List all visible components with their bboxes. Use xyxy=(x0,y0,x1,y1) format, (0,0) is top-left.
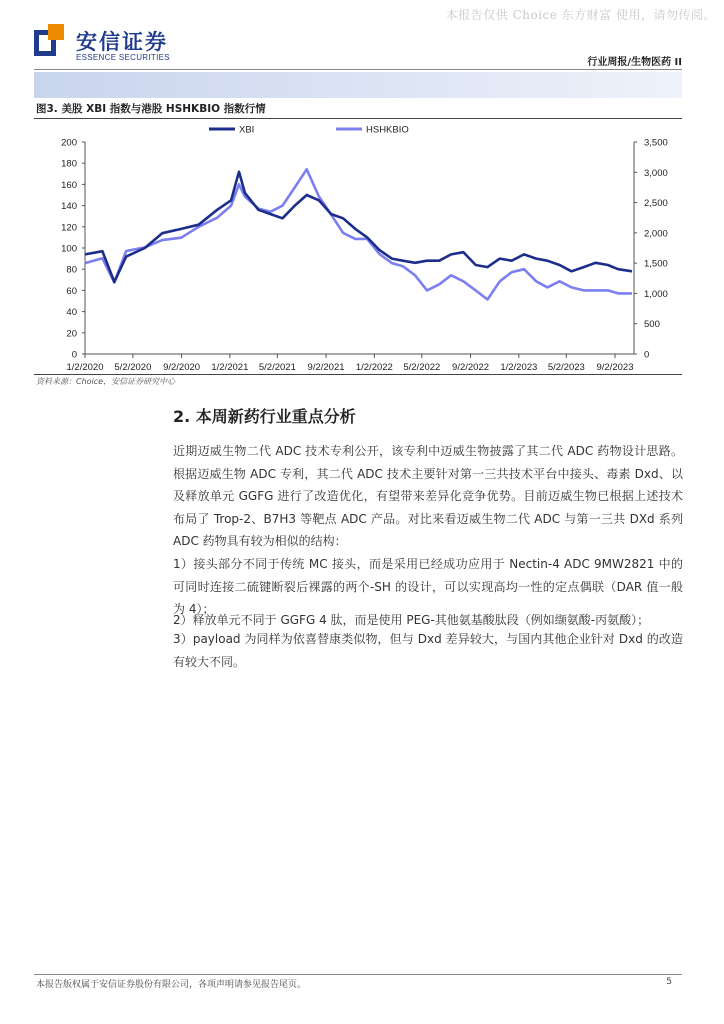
y-left-tick-label: 100 xyxy=(61,243,77,255)
y-right-tick-label: 1,000 xyxy=(644,288,668,300)
x-tick-label: 9/2/2022 xyxy=(452,362,490,373)
figure-header-band xyxy=(34,72,682,98)
section-heading: 2. 本周新药行业重点分析 xyxy=(173,407,356,426)
x-tick-label: 5/2/2022 xyxy=(403,362,441,373)
x-tick-label: 1/2/2023 xyxy=(500,362,538,373)
legend-label-xbi: XBI xyxy=(239,124,255,136)
chart-axes xyxy=(61,138,668,374)
list-item: 2）释放单元不同于 GGFG 4 肽，而是使用 PEG-其他氨基酸肽段（例如缬氨酸-丙氨酸）； xyxy=(173,613,650,627)
figure-title: 图3. 美股 XBI 指数与港股 HSHKBIO 指数行情 xyxy=(36,103,266,115)
y-left-tick-label: 180 xyxy=(61,158,77,170)
logo-chinese-name: 安信证券 xyxy=(76,30,168,54)
section-paragraph: 近期迈威生物二代 ADC 技术专利公开，该专利中迈威生物披露了其二代 ADC 药物设计思路。根据迈威生物 ADC 专利，其二代 ADC 技术主要针对第一三共技术平台中接头、毒素 Dxd、以及释放单元 GGFG 进行了改造优化，有望带来差异化竞争优势。目前迈威生物已根据上述技术布局了 Trop-2、B7H3 等靶点 ADC 产品。对比来看迈威生物二代 ADC 与第一三共 DXd 系列 ADC 药物具有较为相似的结构： xyxy=(173,444,683,548)
y-right-tick-label: 1,500 xyxy=(644,258,668,270)
y-right-tick-label: 0 xyxy=(644,349,650,361)
y-left-tick-label: 80 xyxy=(66,264,77,276)
watermark-text: 本报告仅供 Choice 东方财富 使用，请勿传阅。 xyxy=(445,8,716,22)
y-right-tick-label: 2,500 xyxy=(644,198,668,210)
header-divider xyxy=(34,69,682,70)
x-tick-label: 5/2/2020 xyxy=(114,362,152,373)
x-tick-label: 9/2/2020 xyxy=(163,362,201,373)
y-right-tick-label: 2,000 xyxy=(644,228,668,240)
figure-source: 资料来源：Choice，安信证券研究中心 xyxy=(36,377,176,386)
x-tick-label: 1/2/2021 xyxy=(211,362,249,373)
series-line-hshkbio xyxy=(85,169,632,299)
legend-label-hshkbio: HSHKBIO xyxy=(366,124,409,136)
y-right-tick-label: 500 xyxy=(644,319,660,331)
footer-divider xyxy=(34,974,682,975)
x-tick-label: 5/2/2021 xyxy=(258,362,296,373)
logo-english-name: ESSENCE SECURITIES xyxy=(76,53,170,62)
list-item: 1）接头部分不同于传统 MC 接头，而是采用已经成功应用于 Nectin-4 ADC 9MW2821 中的可同时连接二硫键断裂后裸露的两个-SH 的设计，可以实现高均一性的定点偶联（DAR 值一般为 4）； xyxy=(173,557,683,616)
y-left-tick-label: 160 xyxy=(61,179,77,191)
y-left-tick-label: 40 xyxy=(66,307,77,319)
chart-legend xyxy=(209,125,409,136)
x-tick-label: 1/2/2020 xyxy=(66,362,104,373)
company-logo xyxy=(34,22,194,64)
chart-series xyxy=(85,169,632,299)
series-line-xbi xyxy=(85,172,632,282)
list-item: 3）payload 为同样为依喜替康类似物，但与 Dxd 差异较大，与国内其他企业针对 Dxd 的改造有较大不同。 xyxy=(173,632,683,669)
y-right-tick-label: 3,500 xyxy=(644,137,668,149)
y-right-tick-label: 3,000 xyxy=(644,167,668,179)
x-tick-label: 9/2/2021 xyxy=(307,362,345,373)
y-left-tick-label: 140 xyxy=(61,201,77,213)
report-type-label: 行业周报/生物医药 II xyxy=(587,57,682,68)
x-tick-label: 9/2/2023 xyxy=(596,362,634,373)
index-line-chart xyxy=(34,120,682,376)
y-left-tick-label: 60 xyxy=(66,285,77,297)
y-left-tick-label: 0 xyxy=(71,349,77,361)
x-tick-label: 1/2/2022 xyxy=(355,362,393,373)
page-number: 5 xyxy=(666,977,672,987)
logo-mark-icon xyxy=(34,22,66,58)
y-left-tick-label: 120 xyxy=(61,222,77,234)
y-left-tick-label: 200 xyxy=(61,137,77,149)
y-left-tick-label: 20 xyxy=(66,328,77,340)
source-divider xyxy=(34,374,682,375)
x-tick-label: 5/2/2023 xyxy=(547,362,585,373)
figure-title-divider xyxy=(34,118,682,119)
footer-disclaimer: 本报告版权属于安信证券股份有限公司，各项声明请参见报告尾页。 xyxy=(36,980,307,990)
